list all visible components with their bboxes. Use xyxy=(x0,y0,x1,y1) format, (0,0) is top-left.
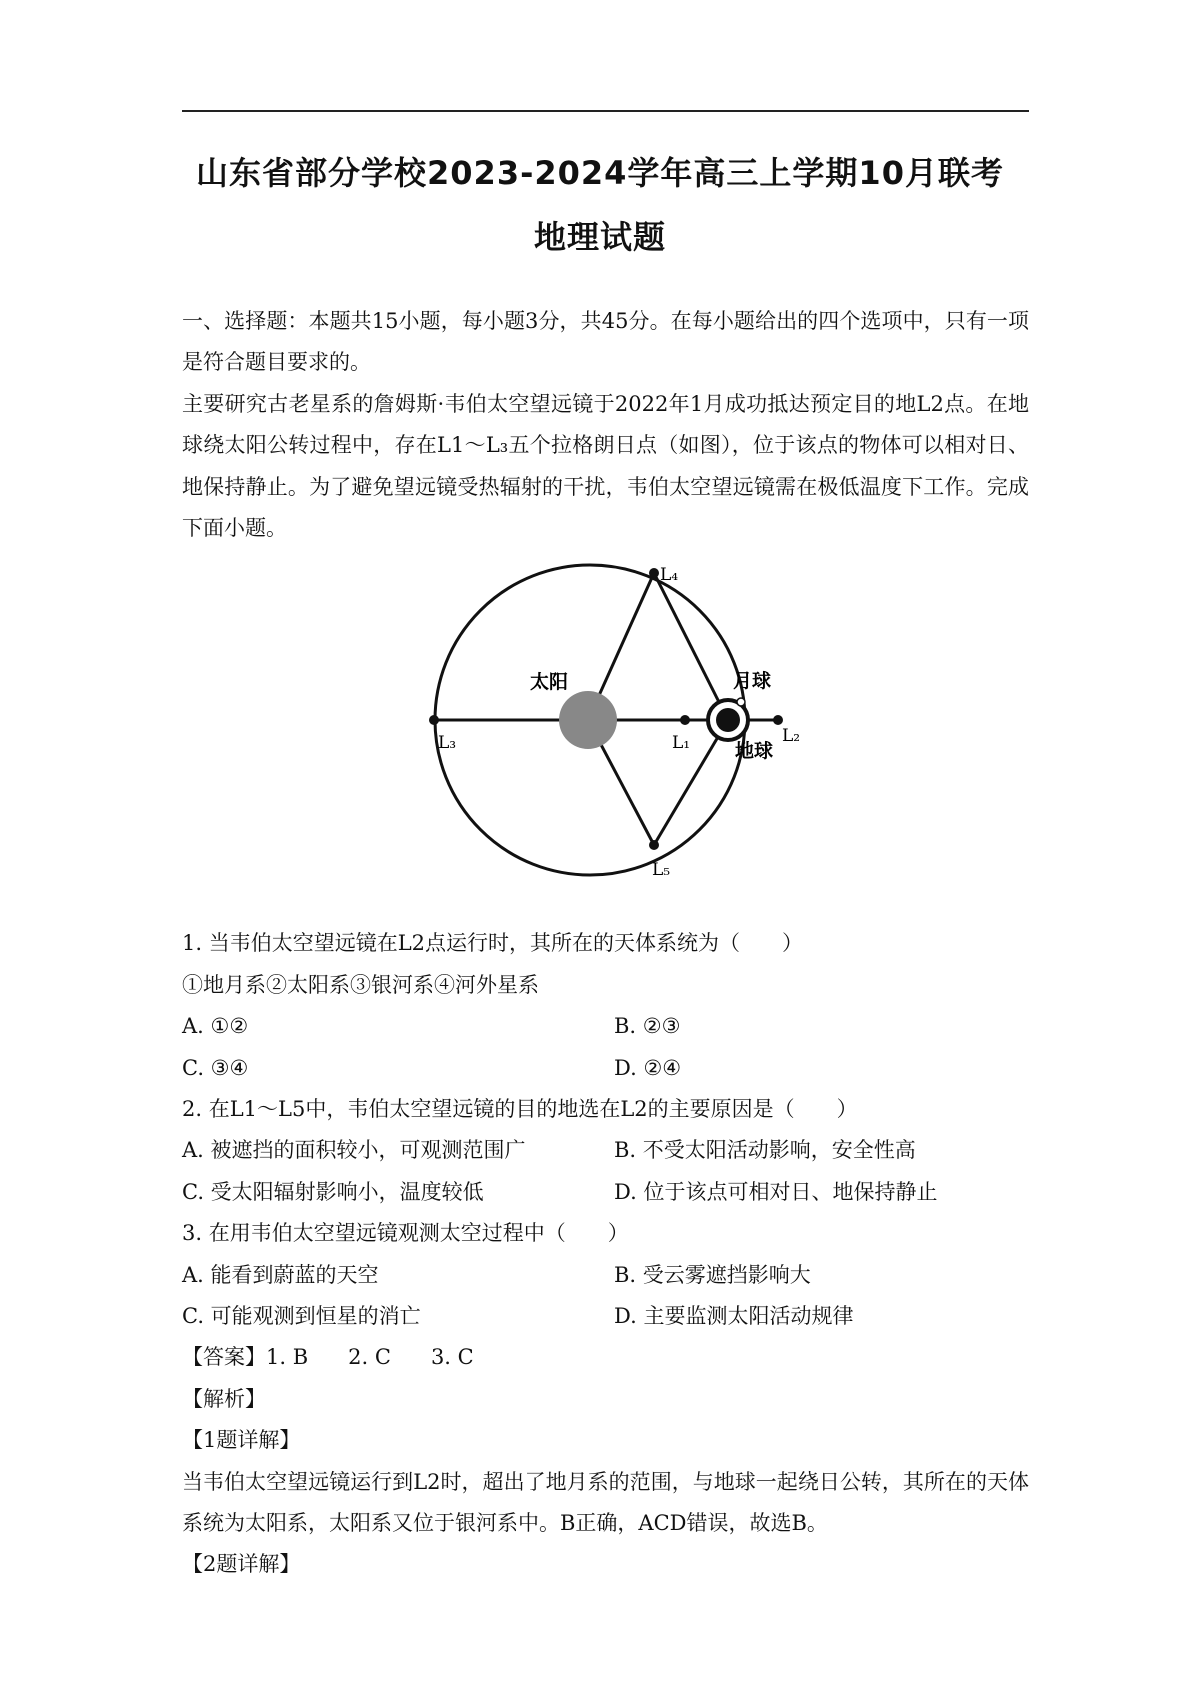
L4-point xyxy=(649,568,659,578)
question-3-stem: 3. 在用韦伯太空望远镜观测太空过程中（ ） xyxy=(182,1221,629,1246)
L3-point xyxy=(429,715,439,725)
question-3-options-row-2 xyxy=(182,1296,1029,1337)
answer-3: 3. C xyxy=(430,1345,474,1370)
document-title: 山东省部分学校2023-2024学年高三上学期10月联考 xyxy=(196,154,1004,192)
q1-option-c: C. ③④ xyxy=(182,1055,249,1080)
L2-label: L₂ xyxy=(782,726,801,747)
L2-point xyxy=(773,715,783,725)
L4-label: L₄ xyxy=(660,565,679,586)
document-subtitle: 地理试题 xyxy=(533,218,666,256)
analysis-label: 【解析】 xyxy=(182,1386,266,1411)
L1-point xyxy=(680,715,690,725)
sun-disc xyxy=(559,691,617,749)
L3-label: L₃ xyxy=(438,733,457,754)
q1-option-d: D. ②④ xyxy=(614,1055,682,1080)
question-1-options-row-1 xyxy=(182,1006,1029,1047)
lagrange-points-figure xyxy=(182,549,1029,923)
question-2-options-row-2 xyxy=(182,1172,1029,1213)
q2-option-b: B. 不受太阳活动影响，安全性高 xyxy=(614,1138,916,1163)
question-1-statements: ①地月系②太阳系③银河系④河外星系 xyxy=(182,972,539,997)
lagrange-diagram xyxy=(402,557,802,917)
question-2-options-row-1 xyxy=(182,1130,1029,1171)
moon-dot xyxy=(737,698,745,706)
L5-point xyxy=(649,840,659,850)
document-body xyxy=(182,301,1029,1586)
q1-option-b: B. ②③ xyxy=(614,1014,681,1039)
answer-2: 2. C xyxy=(348,1345,391,1370)
passage: 主要研究古老星系的詹姆斯·韦伯太空望远镜于2022年1月成功抵达预定目的地L2点。在地球绕太阳公转过程中，存在L1～L₃五个拉格朗日点（如图），位于该点的物体可以相对日、地保持静止。为了避免望远镜受热辐射的干扰，韦伯太空望远镜需在极低温度下工作。完成下面小题。 xyxy=(182,391,1029,541)
q2-option-c: C. 受太阳辐射影响小，温度较低 xyxy=(182,1179,484,1204)
header-rule xyxy=(182,110,1029,112)
moon-label: 月球 xyxy=(733,670,772,693)
L1-label: L₁ xyxy=(672,733,691,754)
q3-option-d: D. 主要监测太阳活动规律 xyxy=(614,1304,854,1329)
answer-1: 1. B xyxy=(266,1345,309,1370)
question-3-options-row-1 xyxy=(182,1255,1029,1296)
q1-option-a: A. ①② xyxy=(182,1014,249,1039)
L5-label: L₅ xyxy=(652,860,671,881)
earth-dot xyxy=(716,708,740,732)
detail-1-text: 当韦伯太空望远镜运行到L2时，超出了地月系的范围，与地球一起绕日公转，其所在的天体系统为太阳系，太阳系又位于银河系中。B正确，ACD错误，故选B。 xyxy=(182,1469,1029,1536)
question-1-options-row-2 xyxy=(182,1048,1029,1089)
detail-2-label: 【2题详解】 xyxy=(182,1552,301,1577)
answer-line xyxy=(182,1337,1029,1378)
answer-label: 【答案】 xyxy=(182,1345,266,1370)
earth-label: 地球 xyxy=(735,740,774,763)
q3-option-b: B. 受云雾遮挡影响大 xyxy=(614,1262,811,1287)
detail-1-label: 【1题详解】 xyxy=(182,1428,301,1453)
q2-option-d: D. 位于该点可相对日、地保持静止 xyxy=(614,1179,938,1204)
q2-option-a: A. 被遮挡的面积较小，可观测范围广 xyxy=(182,1138,526,1163)
q3-option-a: A. 能看到蔚蓝的天空 xyxy=(182,1262,379,1287)
sun-label: 太阳 xyxy=(530,671,569,694)
L4-earth-line xyxy=(654,573,728,720)
question-2-stem: 2. 在L1～L5中，韦伯太空望远镜的目的地选在L2的主要原因是（ ） xyxy=(182,1097,858,1122)
question-1-stem: 1. 当韦伯太空望远镜在L2点运行时，其所在的天体系统为（ ） xyxy=(182,931,804,956)
q3-option-c: C. 可能观测到恒星的消亡 xyxy=(182,1304,421,1329)
section-intro: 一、选择题：本题共15小题，每小题3分，共45分。在每小题给出的四个选项中，只有一项是符合题目要求的。 xyxy=(182,309,1029,375)
